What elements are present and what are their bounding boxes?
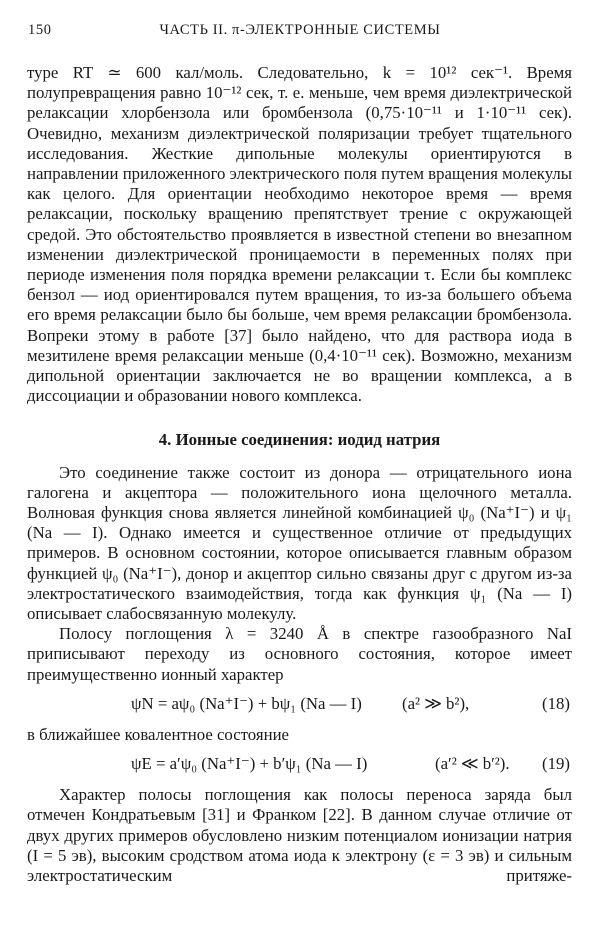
equation-19-expression: ψE = a′ψ₀ (Na⁺I⁻) + b′ψ₁ (Na — I) [131,754,368,774]
paragraph-absorption-band: Полосу поглощения λ = 3240 Å в спектре газообразного NaI приписывают переходу из основного состояния, которое имеет преимущественно ионный характер [27,624,572,684]
page-body [27,63,572,886]
equation-19 [27,754,572,776]
equation-18-condition: (a² ≫ b²), [402,693,470,713]
equation-19-condition: (a′² ≪ b′²). [435,754,510,774]
equation-18 [27,694,572,716]
paragraph-covalent-state: в ближайшее ковалентное состояние [27,724,289,744]
page-number: 150 [28,22,52,38]
paragraph-charge-transfer: Характер полосы поглощения как полосы переноса заряда был отмечен Кондратьевым [31] и Франком [22]. В данном случае отличие от двух других примеров обусловлено низким потенциалом ионизации натрия (I = 5 эв), высоким сродством атома иода к электрону (ε = 3 эв) и сильным электростатическим притяже- [27,785,572,885]
paragraph-continued: туре RT ≃ 600 кал/моль. Следовательно, k = 10¹² сек⁻¹. Время полупревращения равно 10⁻¹² сек, т. е. меньше, чем время диэлектрической релаксации хлорбензола или бромбензола (0,75·10⁻¹¹ и 1·10⁻¹¹ сек). Очевидно, механизм диэлектрической поляризации требует тщательного исследования. Жесткие дипольные молекулы ориентируются в направлении приложенного электрического поля путем вращения молекулы как целого. Для ориентации необходимо некоторое время — время релаксации, поскольку вращению препятствует трение с окружающей средой. Это обстоятельство проявляется в известной степени во внезапном изменении диэлектрической проницаемости в переменных полях при периоде изменения поля порядка времени релаксации τ. Если бы комплекс бензол — иод ориентировался путем вращения, то из-за большего объема его время релаксации было бы больше, чем время релаксации бромбензола. Вопреки этому в работе [37] было найдено, что для раствора иода в мезитилене время релаксации меньше (0,4·10⁻¹¹ сек). Возможно, механизм дипольной ориентации заключается не во вращении комплекса, а в диссоциации и образовании нового комплекса. [27,63,572,406]
equation-18-expression: ψN = aψ₀ (Na⁺I⁻) + bψ₁ (Na — I) [131,693,362,713]
paragraph-sodium-iodide: Это соединение также состоит из донора — отрицательного иона галогена и акцептора — положительного иона щелочного металла. Волновая функция снова является линейной комбинацией ψ₀ (Na⁺I⁻) и ψ₁ (Na — I). Однако имеется и существенное отличие от предыдущих примеров. В основном состоянии, которое описывается главным образом функцией ψ₀ (Na⁺I⁻), донор и акцептор сильно связаны друг с другом из-за электростатического взаимодействия, тогда как функция ψ₁ (Na — I) описывает слабосвязанную молекулу. [27,462,572,624]
equation-18-number: (18) [542,693,570,713]
equation-19-number: (19) [542,754,570,774]
section-title: 4. Ионные соединения: иодид натрия [158,430,441,450]
running-title: ЧАСТЬ II. π-ЭЛЕКТРОННЫЕ СИСТЕМЫ [159,22,441,38]
